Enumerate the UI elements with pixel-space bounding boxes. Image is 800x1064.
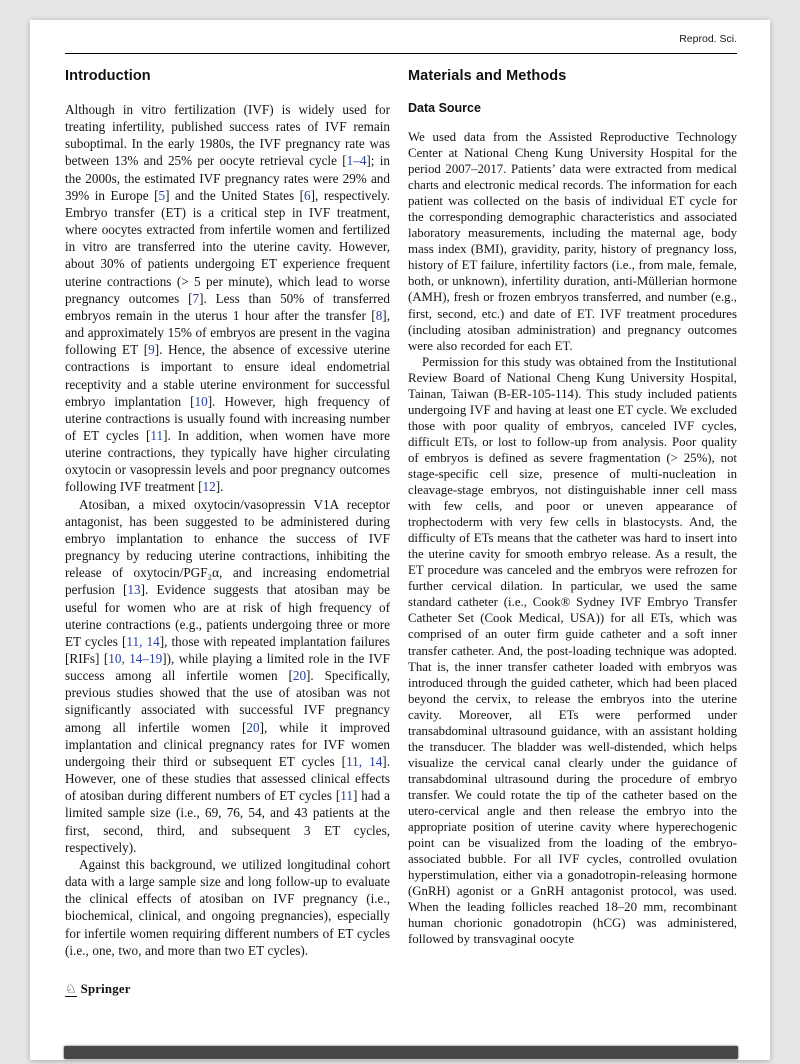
citation-ref[interactable]: 12	[202, 479, 216, 495]
text-run: ]; in the 2000s, the estimated IVF pregnancy rates were 29% and 39% in Europe [	[65, 153, 390, 203]
citation-ref[interactable]: 11, 14	[126, 633, 160, 649]
publisher-name: Springer	[80, 982, 131, 996]
section-heading-introduction: Introduction	[65, 68, 151, 84]
text-run: ], and approximately 15% of embryos are present in the vagina following ET [	[65, 307, 390, 358]
citation-ref[interactable]: 20	[292, 668, 307, 684]
citation-ref[interactable]: 11, 14	[346, 753, 383, 769]
two-column-layout	[65, 68, 737, 959]
text-run: Against this background, we utilized longitudinal cohort data with a large sample size and long follow-up to evaluate the clinical effects of atosiban on IVF pregnancy (i.e., biochemical, clinical, and ongoing pregnancies), especially for infertile women requiring different numbers of ET cycles (i.e., one, two, and more than two ET cycles).	[65, 856, 390, 958]
running-head: Reprod. Sci.	[679, 33, 737, 45]
section-heading-materials-and-methods: Materials and Methods	[408, 68, 567, 84]
text-run: ]. Hence, the absence of excessive uterine contractions is important to ensure ideal endometrial receptivity and a stable uterine environment for successful embryo implantation [	[65, 342, 390, 409]
citation-ref[interactable]: 10, 14–19	[108, 651, 163, 666]
column-left	[65, 68, 390, 959]
paragraph	[65, 496, 390, 856]
introduction-text	[65, 101, 390, 959]
citation-ref[interactable]: 6	[304, 187, 311, 203]
paragraph	[65, 101, 390, 496]
citation-ref[interactable]: 11	[150, 427, 164, 443]
citation-ref[interactable]: 1–4	[346, 153, 367, 169]
citation-ref[interactable]: 13	[127, 582, 141, 598]
page-bottom-shadow	[64, 1046, 738, 1059]
citation-ref[interactable]: 20	[246, 719, 260, 735]
citation-ref[interactable]: 10	[194, 393, 208, 409]
text-run: ]. However, one of these studies that assessed clinical effects of atosiban during different numbers of ET cycles [	[65, 753, 390, 804]
text-run: Permission for this study was obtained from the Institutional Review Board of National Cheng Kung University Hospital, Tainan, Taiwan (B-ER-105-114). This study included patients undergoing IVF and having at least one ET cycle. We excluded those with poor quality of embryos, canceled IVF cycles, difficult ETs, or lost to follow-up from analysis. Poor quality of embryos is defined as severe fragmentation (> 25%), not stage-specific cell size, presence of multi-nucleation in cleavage-stage embryos, not distinguishable inner cell mass with few cells, and poor or uneven appearance of trophectoderm with very few cells in blastocysts. And, the difficulty of ETs means that the catheter was hard to insert into the uterine cavity for smooth embryo release. As a result, the ET procedure was canceled and the embryos were refrozen for further cervical dilation. In particular, we used the same standard catheter (i.e., Cook® Sydney IVF Embryo Transfer Catheter Set (Cook Medical, USA)) for all ETs, which was comprised of an outer firm guide catheter and a soft inner transfer catheter. And, the post-loading technique was adopted. That is, the inner transfer catheter loaded with embryos was introduced through the guided catheter, which had been placed beyond the cervix, to release the embryos into the uterine cavity. Moreover, all ETs were performed under transabdominal ultrasound guidance, with an assistant holding the transducer. The bladder was well-distended, which helps visualize the cervical canal clearly under the guidance of transabdominal ultrasound during the procedure of embryo transfer. We could rotate the tip of the catheter based on the utero-cervical angle and then release the embryo into the appropriate position of uterine cavity where hyperechogenic point can be visualized from the loading of the embryo-associated bubble. For all IVF cycles, controlled ovulation hyperstimulation, either via a gonadotropin-releasing hormone (GnRH) agonist or a GnRH antagonist protocol, was used. When the leading follicles reached 18–20 mm, recombinant human chorionic gonadotropin (hCG) was administered, followed by transvaginal oocyte	[408, 354, 737, 947]
text-run: Atosiban, a mixed oxytocin/vasopressin V1A receptor antagonist, has been suggested to be administered during embryo implantation to enhance the success of IVF pregnancy by reducing uterine contractions, inhibiting the release of oxytocin/PGF₂α, and increasing endometrial perfusion [	[65, 496, 390, 598]
paragraph	[65, 856, 390, 959]
text-run: ] and the United States [	[165, 187, 305, 203]
data-source-text	[408, 129, 737, 947]
paragraph	[408, 354, 737, 948]
text-run: We used data from the Assisted Reproductive Technology Center at National Cheng Kung University Hospital for the period 2007–2017. Patients’ data were extracted from medical charts and electronic medical records. The information for each patient was collected on the basis of individual ET cycle for the corresponding demographic characteristics and associated laboratory measurements, including the maternal age, body mass index (BMI), gravidity, parity, history of pregnancy loss, history of ET failure, infertility factors (i.e., from male, female, both, or unknown), infertility duration, anti-Müllerian hormone (AMH), fresh or frozen embryos transferred, and number (e.g., first, second, etc.) and date of ET. IVF treatment procedures (including atosiban administration) and pregnancy outcomes were also recorded for each ET.	[408, 130, 737, 353]
text-run: Although in vitro fertilization (IVF) is widely used for treating infertility, published success rates of IVF remain suboptimal. In the early 1980s, the IVF pregnancy rate was between 13% and 25% per oocyte retrieval cycle [	[65, 102, 390, 169]
text-run: ]. Less than 50% of transferred embryos remain in the uterus 1 hour after the transfer [	[65, 290, 390, 323]
text-run: ]. Evidence suggests that atosiban may be useful for women who are at risk of high frequency of uterine contractions (e.g., patients undergoing three or more ET cycles [	[65, 582, 390, 649]
text-run: ], those with repeated implantation failures [RIFs] [	[65, 633, 390, 666]
text-run: ]. In addition, when women have more uterine contractions, they typically have higher circulating oxytocin or vasopressin levels and poor pregnancy outcomes following IVF treatment [	[65, 427, 390, 495]
subsection-heading-data-source: Data Source	[408, 101, 481, 115]
text-run: ]. However, high frequency of uterine contractions is usually found with increasing number of ET cycles [	[65, 393, 390, 443]
citation-ref[interactable]: 5	[158, 187, 166, 203]
column-right	[408, 68, 737, 959]
journal-page	[30, 20, 770, 1060]
text-run: ]. Specifically, previous studies showed that the use of atosiban was not significantly associated with successful IVF pregnancy among all infertile women [	[65, 668, 390, 735]
text-run: ]), while playing a limited role in the IVF success among all infertile women [	[65, 651, 390, 684]
citation-ref[interactable]: 11	[340, 788, 353, 804]
citation-ref[interactable]: 7	[192, 290, 200, 306]
springer-logo-icon: ♘	[65, 981, 77, 997]
paragraph	[408, 129, 737, 354]
text-run: ], respectively. Embryo transfer (ET) is a critical step in IVF treatment, where oocytes extracted from infertile women and fertilized in vitro are transferred into the uterine cavity. However, about 30% of patients undergoing ET experience frequent uterine contractions (> 5 per minute), which lead to worse pregnancy outcomes [	[65, 187, 391, 306]
text-run: ].	[215, 479, 224, 495]
text-run: ] had a limited sample size (i.e., 69, 76, 54, and 43 patients at the first, second, third, and subsequent 3 ET cycles, respectively).	[65, 788, 390, 855]
header-rule	[65, 53, 737, 54]
text-run: ], while it improved implantation and clinical pregnancy rates for IVF women undergoing their third or subsequent ET cycles [	[65, 719, 390, 769]
page-footer	[65, 982, 131, 997]
citation-ref[interactable]: 8	[375, 307, 383, 323]
citation-ref[interactable]: 9	[148, 342, 155, 358]
